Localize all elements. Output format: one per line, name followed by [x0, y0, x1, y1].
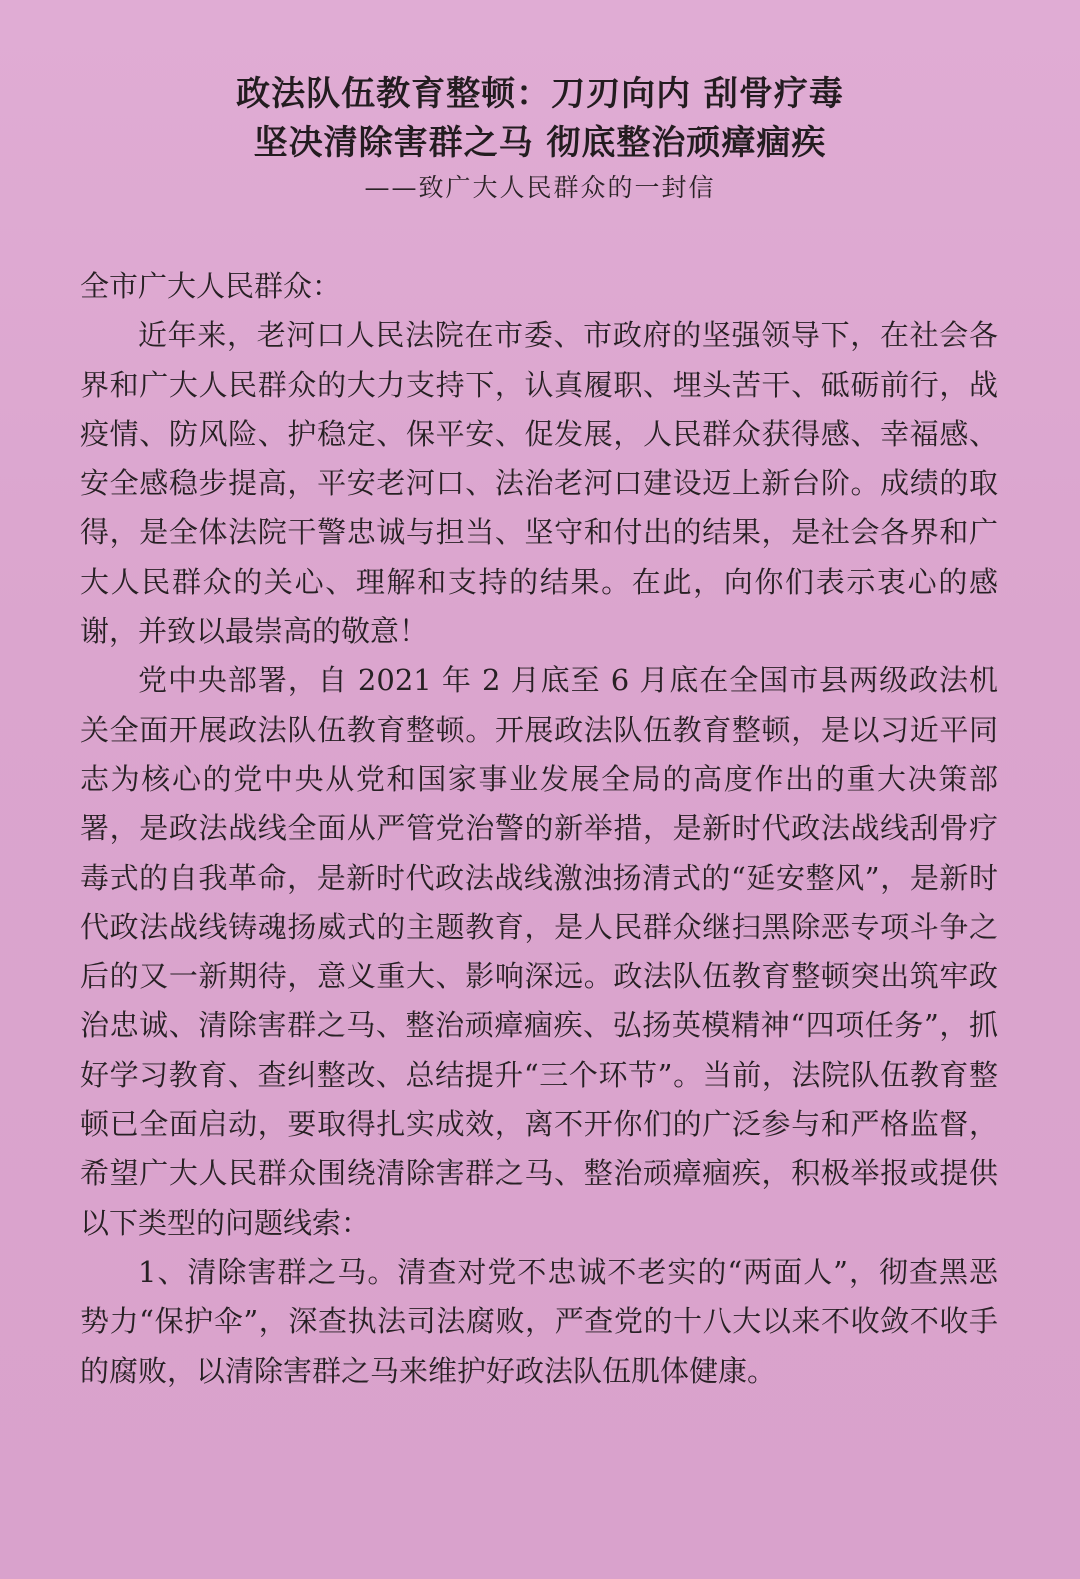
title-line-2: 坚决清除害群之马 彻底整治顽瘴痼疾 — [253, 123, 827, 163]
subtitle: ——致广大人民群众的一封信 — [364, 173, 716, 202]
paragraph-deployment: 党中央部署，自 2021 年 2 月底至 6 月底在全国市县两级政法机关全面开展政法队伍教育整顿。开展政法队伍教育整顿，是以习近平同志为核心的党中央从党和国家事业发展全局的高度作出的重大决策部署，是政法战线全面从严管党治警的新举措，是新时代政法战线刮骨疗毒式的自我革命，是新时代政法战线激浊扬清式的“延安整风”，是新时代政法战线铸魂扬威式的主题教育，是人民群众继扫黑除恶专项斗争之后的又一新期待，意义重大、影响深远。政法队伍教育整顿突出筑牢政治忠诚、清除害群之马、整治顽瘴痼疾、弘扬英模精神“四项任务”，抓好学习教育、查纠整改、总结提升“三个环节”。当前，法院队伍教育整顿已全面启动，要取得扎实成效，离不开你们的广泛参与和严格监督，希望广大人民群众围绕清除害群之马、整治顽瘴痼疾，积极举报或提供以下类型的问题线索： — [80, 663, 998, 1240]
title-line-1: 政法队伍教育整顿：刀刃向内 刮骨疗毒 — [236, 74, 844, 114]
paragraph-item-1: 1、清除害群之马。清查对党不忠诚不老实的“两面人”，彻查黑恶势力“保护伞”，深查执法司法腐败，严查党的十八大以来不收敛不收手的腐败，以清除害群之马来维护好政法队伍肌体健康。 — [80, 1254, 998, 1388]
paragraph-intro: 近年来，老河口人民法院在市委、市政府的坚强领导下，在社会各界和广大人民群众的大力支持下，认真履职、埋头苦干、砥砺前行，战疫情、防风险、护稳定、保平安、促发展，人民群众获得感、幸福感、安全感稳步提高，平安老河口、法治老河口建设迈上新台阶。成绩的取得，是全体法院干警忠诚与担当、坚守和付出的结果，是社会各界和广大人民群众的关心、理解和支持的结果。在此，向你们表示衷心的感谢，并致以最崇高的敬意！ — [80, 318, 998, 649]
letter-body — [80, 262, 998, 1396]
greeting: 全市广大人民群众： — [80, 269, 342, 303]
